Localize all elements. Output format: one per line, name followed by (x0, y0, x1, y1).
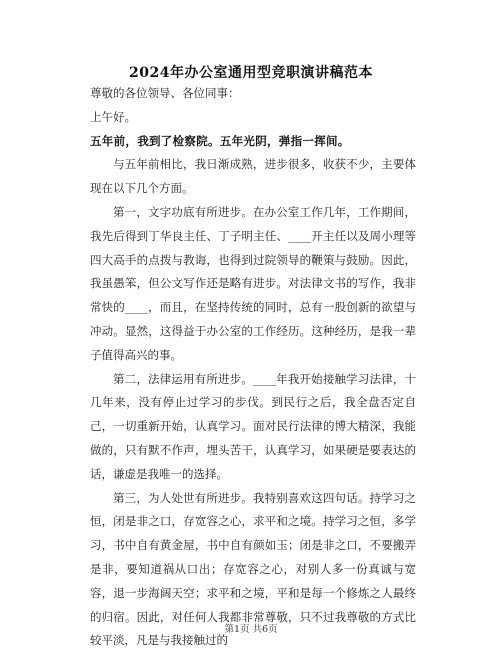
paragraph-intro: 与五年前相比，我日渐成熟，进步很多，收获不少，主要体现在以下几个方面。 (90, 157, 416, 196)
highlight-line: 五年前，我到了检察院。五年光阴，弹指一挥间。 (90, 133, 350, 148)
paragraph-first: 第一，文字功底有所进步。在办公室工作几年，工作期间，我先后得到丁华良主任、丁子明主任、____开主任以及周小理等四大高手的点拨与教诲，也得到过院领导的鞭策与鼓励。因此，我虽愚笨，但公文写作还是略有进步。对法律文书的写作，我非常快的____，而且，在坚持传统的同时，总有一股创新的欲望与冲动。显然，这得益于办公室的工作经历。这种经历，是我一辈子值得高兴的事。 (90, 204, 416, 362)
paragraph-second: 第二，法律运用有所进步。____年我开始接触学习法律，十几年来，没有停止过学习的步伐。到民行之后，我全盘否定自己，一切重新开始，认真学习。面对民行法律的博大精深，我能做的，只有默不作声，埋头苦干，认真学习，如果硬是要表达的话，谦虚是我唯一的选择。 (90, 371, 416, 481)
greeting-line: 尊敬的各位领导、各位同事： (90, 86, 240, 100)
salutation-line: 上午好。 (90, 109, 136, 124)
paragraph-third: 第三，为人处世有所进步。我特别喜欢这四句话。持学习之恒，闭是非之口，存宽容之心，求平和之境。持学习之恒，多学习，书中自有黄金屋，书中自有颜如玉；闭是非之口，不要搬弄是非，要知道祸从口出；存宽容之心，对别人多一份真诚与宽容，退一步海阔天空；求平和之境，平和是每一个修炼之人最终的归宿。因此，对任何人我都非常尊敬，只不过我尊敬的方式比较平淡，凡是与我接触过的 (90, 490, 416, 648)
document-title: 2024年办公室通用型竞职演讲稿范本 (129, 65, 373, 81)
page-footer: 第1页 共6页 (224, 624, 278, 635)
document-body (90, 82, 416, 653)
